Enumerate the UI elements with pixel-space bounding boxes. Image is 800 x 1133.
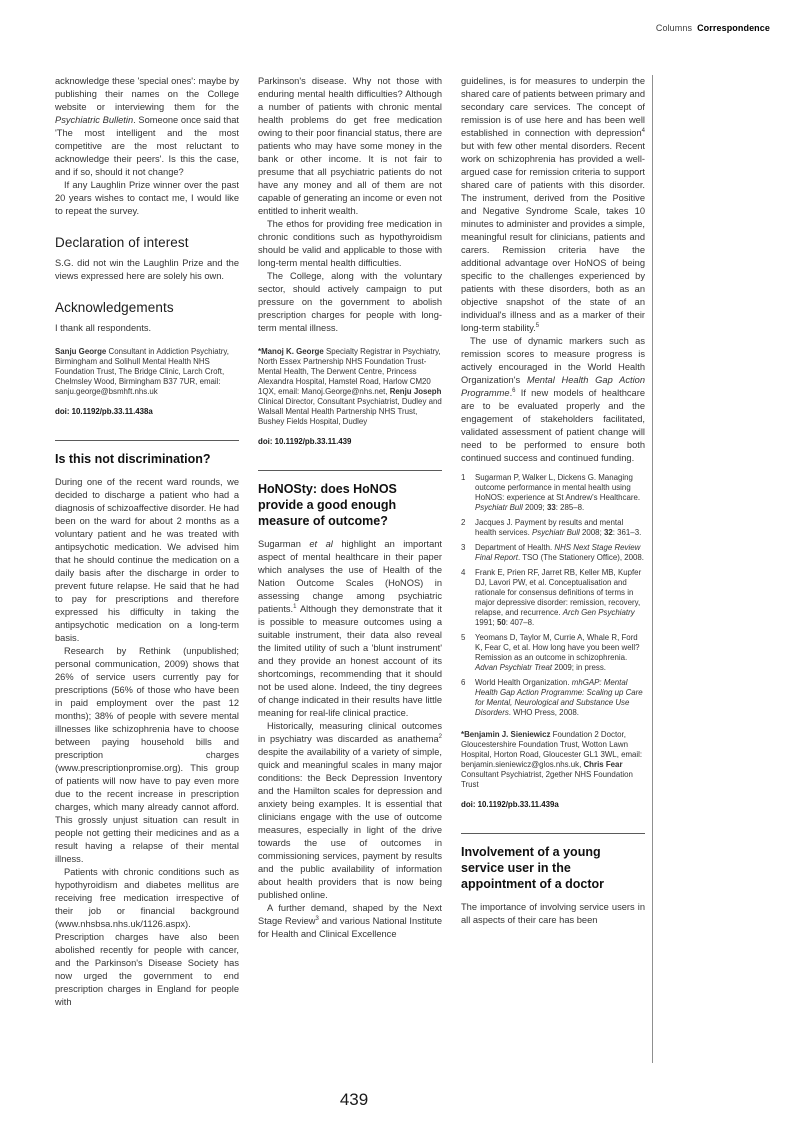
text-run: Frank E, Prien RF, Jarret RB, Keller MB, Kupfer DJ, Lavori PW, et al. Conceptualisation and rationale for consensus definitions of terms in major depressive disorder: remission, recovery, relapse, and recurrence.	[475, 568, 642, 617]
reference-text	[475, 518, 645, 538]
page-number: 439	[339, 1090, 369, 1109]
letter-title-discrimination: Is this not discrimination?	[55, 452, 211, 466]
text-run: et al	[309, 539, 333, 549]
text-run: NHS Next Stage Review Final Report	[475, 543, 641, 562]
text-run: *Manoj K. George	[258, 347, 324, 356]
reference-text	[475, 633, 645, 673]
paragraph	[258, 902, 442, 941]
text-run: : 407–8.	[505, 618, 535, 627]
paragraph: Research by Rethink (unpublished; personal communication, 2009) shows that 26% of service users currently pay for prescriptions (56% of those who have been in paid employment over the past 12 months); 38% of people with severe mental illnesses like schizophrenia have to choose between paying household bills and prescription charges (www.prescriptionpromise.org). This group of patients will now have to pay even more due to the recent increase in prescription charges, which many already cannot afford. This grossly unjust situation can result in people not getting their medicines and as a result having a relapse of their mental illness.	[55, 646, 239, 864]
text-run: Mental Health Gap Action Programme	[461, 375, 645, 398]
paragraph	[258, 720, 442, 902]
margin-rule	[652, 75, 653, 1063]
text-run: 5	[535, 322, 540, 329]
text-run: If new models of healthcare are to be evaluated properly and the engagement of stakeholders facilitated, validated assessment of patient change will need to be performed to ensure both continued success and continued funding.	[461, 388, 645, 463]
reference-number: 5	[461, 633, 466, 642]
letter-title-service-user: Involvement of a young service user in the appointment of a doctor	[461, 845, 605, 891]
letter-divider-rule	[258, 470, 442, 471]
reference-text	[475, 543, 645, 563]
doi-line: doi: 10.1192/pb.33.11.439	[258, 437, 352, 446]
reference-list	[461, 473, 645, 718]
paragraph-continuation: Parkinson's disease. Why not those with enduring mental health difficulties? Although a number of patients with chronic mental health problems do get free medication owing to their poor financial status, there are patients who may have some money in the bank or other income. It is not fair to presume that all psychiatric patients do not have any money and all of them are not capable of generating an income or even not entitled to inherit wealth.	[258, 76, 442, 216]
doi-line: doi: 10.1192/pb.33.11.439a	[461, 800, 559, 809]
text-run: Foundation 2 Doctor, Gloucestershire Foundation Trust, Wotton Lawn Hospital, Horton Road, Gloucester GL1 3WL, email: benjamin.sieniewicz@glos.nhs.uk,	[461, 730, 643, 769]
reference-item	[461, 473, 645, 513]
text-run: 1991;	[475, 618, 497, 627]
text-run: Clinical Director, Consultant Psychiatrist, Dudley and Walsall Mental Health Partnership NHS Trust, Bushey Fields Hospital, Dudley	[258, 397, 442, 426]
letter-title-honosty: HoNOSty: does HoNOS provide a good enough measure of outcome?	[258, 482, 397, 528]
letter-divider-rule	[55, 440, 239, 441]
reference-text	[475, 568, 645, 628]
text-run: but with few other mental disorders. Recent work on schizophrenia has provided a well-argued case for remission criteria to support shared care of patients with this disorder. The instrument, derived from the Positive and Negative Syndrome Scale, takes 10 minutes to administer and provides a simple, meaningful result for clinicians, patients and carers. Remission criteria have the additional advantage over HoNOS of being specific to the challenges experienced by patients with these disorders, both as an objective snapshot of the state of an individual's illness and as a marker of their long-term stability.	[461, 141, 645, 333]
text-run: and various National Institute for Health and Clinical Excellence	[258, 916, 442, 939]
reference-item	[461, 518, 645, 538]
text-run: guidelines, is for measures to underpin the shared care of patients between primary and secondary care services. The concept of remission is of use here and has been well established in connection with depression	[461, 76, 645, 138]
text-run: 33	[546, 503, 556, 512]
reference-number: 3	[461, 543, 466, 552]
reference-item	[461, 678, 645, 718]
paragraph-continuation	[55, 75, 239, 179]
reference-text	[475, 473, 645, 513]
reference-number: 2	[461, 518, 466, 527]
text-run: 32	[603, 528, 613, 537]
reference-item	[461, 633, 645, 673]
paragraph: The importance of involving service users in all aspects of their care has been	[461, 902, 645, 925]
text-run: 3	[315, 915, 319, 922]
text-run: 6	[512, 387, 516, 394]
column-3	[461, 75, 645, 927]
column-2	[258, 75, 442, 941]
reference-item	[461, 543, 645, 563]
reference-item	[461, 568, 645, 628]
text-run: . Someone once said that 'The most intelligent and the most competitive are the most reluctant to acknowledge their peers'. Is this the case, and if so, should it not change?	[55, 115, 239, 177]
running-head-kicker: Columns	[655, 23, 693, 33]
running-head	[656, 23, 770, 33]
text-run: *Benjamin J. Sieniewicz	[461, 730, 551, 739]
doi-line: doi: 10.1192/pb.33.11.438a	[55, 407, 153, 416]
text-run: Chris Fear	[583, 760, 623, 769]
reference-number: 1	[461, 473, 466, 482]
text-run: Renju Joseph	[389, 387, 442, 396]
paragraph: Patients with chronic conditions such as hypothyroidism and diabetes mellitus are receiving free medication irrespective of their job or financial background (www.nhsbsa.nhs.uk/1126.aspx). Prescription charges have also been abolished recently for people with cancer, and the Parkinson's Disease Society has now urged the government to end prescription charges in England for people with	[55, 867, 239, 1007]
text-run: 2008;	[579, 528, 604, 537]
text-run: Yeomans D, Taylor M, Currie A, Whale R, Ford K, Fear C, et al. How long have you been well? Remission as an outcome in schizophrenia.	[475, 633, 640, 662]
text-run: A further demand, shaped by the Next Stage Review	[258, 903, 442, 926]
text-run: Historically, measuring clinical outcomes in psychiatry was discarded as anathema	[258, 721, 442, 744]
text-run: Advan Psychiatr Treat	[475, 663, 553, 672]
text-run: Jacques J. Payment by results and mental health services.	[475, 518, 624, 537]
paragraph: During one of the recent ward rounds, we decided to discharge a patient who had a diagnosis of schizoaffective disorder. He had been on the ward for about 2 months as a voluntary patient and he was treated with antipsychotic medication. We advised him that he should continue the medication on a daily basis after the discharge in order to prevent future relapse. He said that he had to pay for prescriptions and therefore expressed his difficulty in taking the antipsychotic medication on a long-term basis.	[55, 477, 239, 643]
text-run: Sugarman P, Walker L, Dickens G. Managing outcome performance in mental health using HoNOS: experience at St Andrew's Healthcare.	[475, 473, 641, 502]
paragraph-declaration: S.G. did not win the Laughlin Prize and the views expressed here are solely his own.	[55, 258, 239, 281]
text-run: Psychiatric Bulletin	[55, 115, 134, 125]
author-block	[55, 347, 239, 397]
author-block	[258, 347, 442, 427]
paragraph-continuation	[461, 75, 645, 335]
text-run: Psychiatr Bull	[475, 503, 523, 512]
text-run: 2	[438, 733, 442, 740]
author-block	[461, 730, 645, 790]
letter-divider-rule	[461, 833, 645, 834]
reference-number: 6	[461, 678, 466, 687]
text-run: Specialty Registrar in Psychiatry, North Essex Partnership NHS Foundation Trust-Mental Health, The Derwent Centre, Princess Alexandra Hospital, Hamstel Road, Harlow CM20 1QX, email: Manoj.George@nhs.net,	[258, 347, 441, 396]
text-run: despite the availability of a variety of simple, quick and meaningful scales in many major conditions: the Beck Depression Inventory and the Hamilton scales for depression and anxiety being examples. It is essential that clinicians engage with the use of outcome measures, especially in light of the drive towards the use of outcomes in commissioning services, payment by results and the public availability of information about health providers that is now being published online.	[258, 747, 442, 900]
text-run: : 285–8.	[555, 503, 585, 512]
text-run: Consultant in Addiction Psychiatry, Birmingham and Solihull Mental Health NHS Foundation Trust, The Bridge Clinic, Larch Croft, Chelmsley Wood, Birmingham B37 7UR, email: sanju.george@bsmhft.nhs.uk	[55, 347, 229, 396]
text-run: : 361–3.	[612, 528, 642, 537]
text-run: 2009; in press.	[552, 663, 606, 672]
section-heading-acknowledgements: Acknowledgements	[55, 300, 174, 315]
text-run: World Health Organization.	[475, 678, 572, 687]
text-run: Although they demonstrate that it is possible to measure outcomes using a suitable instrument, their data also reveal the limited utility of such a 'blunt instrument' and they provide an honest account of its shortcomings, recommending that it should not be used alone. Indeed, the tiny degrees of change indicated in their results have little meaning for real-life clinical practice.	[258, 604, 442, 718]
text-run: Sugarman	[258, 539, 310, 549]
text-run: . WHO Press, 2008.	[508, 708, 579, 717]
text-run: mhGAP: Mental Health Gap Action Programme: Scaling up Care for Mental, Neurological and Substance Use Disorders	[475, 678, 643, 717]
text-run: Consultant Psychiatrist, 2gether NHS Foundation Trust	[461, 770, 633, 789]
paragraph	[461, 335, 645, 465]
section-heading-declaration-of-interest: Declaration of interest	[55, 235, 189, 250]
reference-number: 4	[461, 568, 466, 577]
paragraph-acknowledgements: I thank all respondents.	[55, 323, 152, 333]
text-run: 1	[293, 603, 297, 610]
paragraph: The College, along with the voluntary sector, should actively campaign to put pressure on the government to abolish prescription charges for people with long-term mental illness.	[258, 271, 442, 333]
paragraph	[258, 538, 442, 720]
text-run: The use of dynamic markers such as remission scores to measure progress is actively encouraged in the World Health Organization's	[461, 336, 645, 385]
paragraph: If any Laughlin Prize winner over the past 20 years wishes to contact me, I would like to repeat the survey.	[55, 180, 239, 216]
text-run: Psychiatr Bull	[532, 528, 580, 537]
text-run: Department of Health.	[475, 543, 555, 552]
text-run: . TSO (The Stationery Office), 2008.	[517, 553, 644, 562]
text-run: acknowledge these 'special ones': maybe by publishing their names on the College website or interviewing them for the	[55, 76, 239, 112]
running-head-section: Correspondence	[697, 23, 770, 33]
reference-text	[475, 678, 645, 718]
text-run: 50	[496, 618, 506, 627]
text-run: .	[509, 388, 513, 398]
text-run: Arch Gen Psychiatry	[562, 608, 635, 617]
text-run: Sanju George	[55, 347, 107, 356]
text-run: 4	[641, 127, 645, 134]
column-1	[55, 75, 239, 1009]
text-run: highlight an important aspect of mental healthcare in their paper which analyses the use of Health of the Nation Outcome Scales (HoNOS) in assessing change among psychiatric patients.	[258, 539, 442, 614]
text-run: 2009;	[522, 503, 547, 512]
paragraph: The ethos for providing free medication in chronic conditions such as hypothyroidism should be valid and applicable to those with long-term mental health difficulties.	[258, 219, 442, 268]
